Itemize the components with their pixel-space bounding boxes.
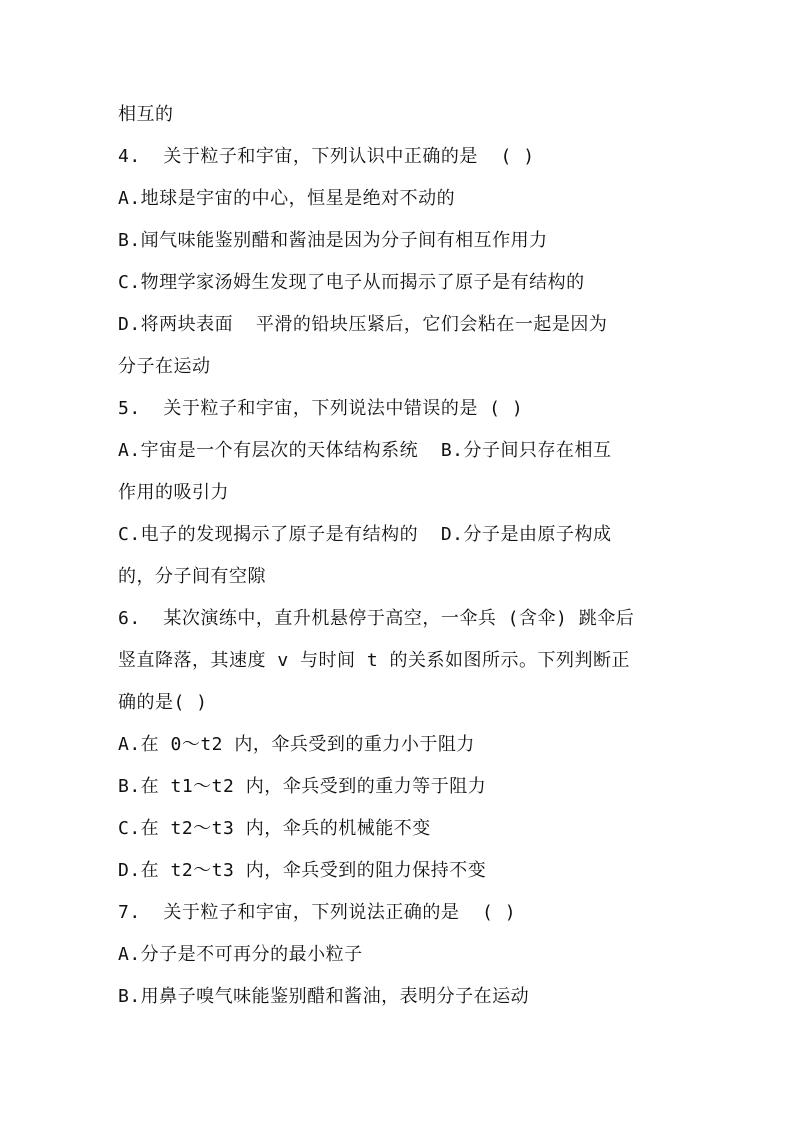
question-4-option-d-continued: 分子在运动 bbox=[118, 356, 211, 377]
question-5-options-cd: C.电子的发现揭示了原子是有结构的 D.分子是由原子构成 bbox=[118, 524, 612, 545]
question-5-options-ab: A.宇宙是一个有层次的天体结构系统 B.分子间只存在相互 bbox=[118, 440, 612, 461]
question-6-stem: 6. 某次演练中，直升机悬停于高空，一伞兵 (含伞) 跳伞后 bbox=[118, 608, 635, 629]
question-6-option-c: C.在 t2～t3 内，伞兵的机械能不变 bbox=[118, 818, 431, 839]
question-4-option-d: D.将两块表面 平滑的铅块压紧后，它们会粘在一起是因为 bbox=[118, 314, 608, 335]
question-6-option-d: D.在 t2～t3 内，伞兵受到的阻力保持不变 bbox=[118, 860, 487, 881]
question-6-option-a: A.在 0～t2 内，伞兵受到的重力小于阻力 bbox=[118, 734, 475, 755]
question-4-option-a: A.地球是宇宙的中心，恒星是绝对不动的 bbox=[118, 188, 456, 209]
question-7-option-a: A.分子是不可再分的最小粒子 bbox=[118, 944, 363, 965]
question-4-stem: 4. 关于粒子和宇宙，下列认识中正确的是 ( ) bbox=[118, 146, 535, 167]
question-4-option-b: B.闻气味能鉴别醋和酱油是因为分子间有相互作用力 bbox=[118, 230, 548, 251]
text-line: 相互的 bbox=[118, 104, 174, 125]
question-7-stem: 7. 关于粒子和宇宙，下列说法正确的是 ( ) bbox=[118, 902, 517, 923]
question-5-stem: 5. 关于粒子和宇宙，下列说法中错误的是 ( ) bbox=[118, 398, 524, 419]
question-7-option-b: B.用鼻子嗅气味能鉴别醋和酱油，表明分子在运动 bbox=[118, 986, 530, 1007]
question-4-option-c: C.物理学家汤姆生发现了电子从而揭示了原子是有结构的 bbox=[118, 272, 585, 293]
question-5-options-ab-continued: 作用的吸引力 bbox=[118, 482, 229, 503]
question-6-option-b: B.在 t1～t2 内，伞兵受到的重力等于阻力 bbox=[118, 776, 487, 797]
question-5-options-cd-continued: 的，分子间有空隙 bbox=[118, 566, 266, 587]
question-6-stem-continued: 竖直降落，其速度 v 与时间 t 的关系如图所示。下列判断正 bbox=[118, 650, 631, 671]
document-body bbox=[118, 94, 718, 1018]
question-6-stem-end: 确的是( ) bbox=[118, 692, 208, 713]
